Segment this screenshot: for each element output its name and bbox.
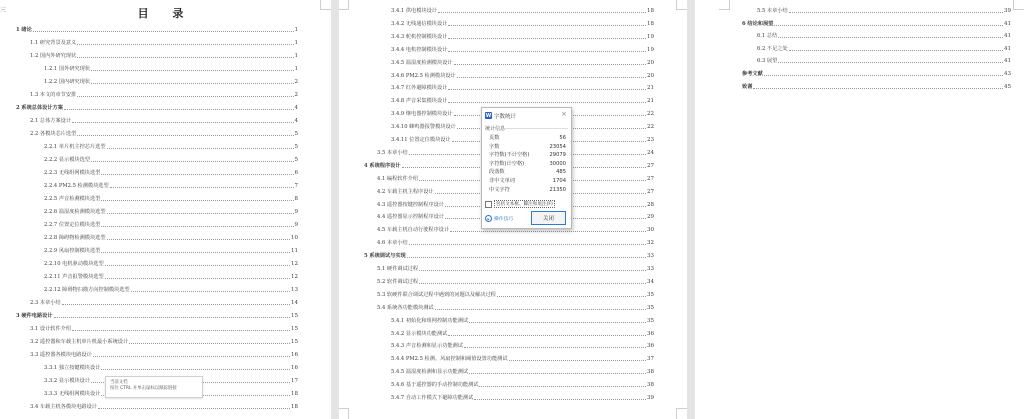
toc-entry-label: 3.5 本章小结 [377, 149, 408, 156]
dot-leader [72, 330, 290, 331]
toc-entry-label: 5.3 软硬件联合调试过程中遇到的问题以及解决过程 [377, 291, 496, 298]
toc-entry[interactable] [44, 177, 298, 190]
toc-entry[interactable] [44, 281, 298, 294]
dot-leader [77, 135, 293, 136]
toc-entry-page: 14 [291, 300, 298, 306]
toc-entry-page: 4 [294, 105, 298, 111]
toc-entry-page: 39 [1004, 8, 1011, 14]
toc-page-3 [695, 0, 1024, 419]
toc-entry-label: 5.4.3 声音检测和显示功能测试 [391, 343, 463, 350]
toc-entry[interactable] [391, 41, 654, 54]
side-marker: 三 [0, 7, 7, 14]
dialog-title: 字数统计 [494, 113, 517, 120]
toc-entry-page: 41 [1004, 20, 1011, 27]
dot-leader [469, 373, 646, 374]
dot-leader [774, 25, 1003, 26]
toc-entry-label: 1.1 研究背景及意义 [30, 40, 77, 46]
hyperlink-tooltip [105, 376, 203, 398]
dot-leader [72, 122, 293, 123]
toc-entry[interactable] [44, 255, 298, 268]
toc-entry-label: 3.4.3 舵机控制模块设计 [391, 33, 448, 40]
toc-entry-page: 23 [647, 137, 654, 143]
toc-entry[interactable] [377, 286, 654, 299]
stat-label: 页数 [489, 135, 500, 141]
toc-entry-label: 3 硬件电路设计 [16, 313, 53, 319]
toc-entry-page: 12 [291, 274, 298, 280]
section-divider [504, 128, 568, 129]
toc-entry-page: 13 [291, 287, 298, 293]
dot-leader [454, 64, 646, 65]
dot-leader [448, 51, 646, 52]
toc-entry-page: 27 [647, 162, 654, 169]
page-corner-mark [339, 408, 349, 419]
dot-leader [64, 109, 294, 110]
toc-entry-label: 1.3 本文的章节安排 [30, 92, 77, 98]
page-corner-mark [676, 0, 687, 10]
toc-entry-label: 1.2.2 国内研究现状 [44, 79, 90, 85]
toc-entry-label: 5.4.6 基于遥控器的手动控制功能测试 [391, 382, 479, 389]
toc-entry[interactable] [391, 337, 654, 350]
toc-entry-label: 3.4.7 红外避障模块设计 [391, 85, 448, 92]
toc-entry-label: 2.2 各模块芯片选型 [30, 131, 77, 137]
toc-entry-page: 2 [294, 79, 298, 85]
toc-entry-page: 41 [1004, 33, 1011, 40]
page-corner-mark [719, 0, 730, 10]
toc-entry-label: 4.1 编程软件介绍 [377, 175, 419, 182]
toc-entry[interactable] [757, 2, 1011, 15]
toc-entry-page: 19 [647, 46, 654, 53]
toc-entry-label: 2.2.6 温湿度检测模块选型 [44, 209, 106, 215]
toc-entry[interactable] [30, 346, 298, 359]
toc-entry[interactable] [44, 190, 298, 203]
toc-entry-label: 3.4.9 继电器控制模块设计 [391, 111, 453, 118]
dot-leader [457, 77, 646, 78]
toc-entry-label: 2.2.5 声音检测模块选型 [44, 196, 101, 202]
toc-entry-page: 1 [294, 40, 298, 46]
toc-entry[interactable] [30, 125, 298, 138]
dot-leader [764, 75, 1003, 76]
toc-entry-label: 参考文献 [742, 71, 763, 77]
toc-entry-page: 12 [291, 261, 298, 267]
toc-entry[interactable] [391, 28, 654, 41]
dot-leader [107, 213, 294, 214]
toc-entry-label: 3.1 设计软件介绍 [30, 326, 72, 332]
dialog-titlebar[interactable] [485, 111, 516, 120]
toc-entry-label: 1.2 国内外研究现状 [30, 53, 77, 59]
toc-entry-page: 39 [647, 395, 654, 401]
dot-leader [438, 12, 646, 13]
dot-leader [789, 50, 1003, 51]
toc-entry-label: 2.2.1 单片机主控芯片选型 [44, 144, 106, 150]
toc-entry[interactable] [391, 312, 654, 325]
dot-leader [407, 257, 646, 258]
dot-leader [77, 44, 293, 45]
dot-leader [464, 347, 646, 348]
toc-entry[interactable] [742, 78, 1011, 91]
toc-page-1 [0, 0, 331, 419]
toc-entry[interactable] [391, 67, 654, 80]
toc-entry-label: 4.2 车载主机主程序设计 [377, 188, 434, 195]
toc-entry-label: 3.4.10 蜂鸣器报警模块设计 [391, 124, 456, 131]
dot-leader [101, 200, 293, 201]
stat-label: 字数 [489, 143, 500, 150]
close-icon[interactable]: × [561, 110, 567, 118]
toc-entry-page: 15 [291, 313, 298, 319]
toc-entry-label: 6.1 总结 [757, 33, 778, 40]
toc-entry[interactable] [377, 260, 654, 273]
toc-entry-page: 16 [291, 365, 298, 371]
toc-entry[interactable] [44, 73, 298, 86]
toc-entry-label: 3.4.2 无线通信模块设计 [391, 20, 448, 27]
dot-leader [448, 25, 646, 26]
toc-entry-label: 5.4.2 显示模块功能测试 [391, 330, 448, 337]
dot-leader [448, 38, 646, 39]
dot-leader [450, 231, 646, 232]
toc-entry-page: 18 [647, 20, 654, 27]
stat-value: 485 [556, 169, 566, 176]
dot-leader [77, 96, 293, 97]
toc-entry-label: 5.4.5 温湿度检测和显示功能测试 [391, 369, 469, 376]
tooltip-line-1: 当前文档 [110, 380, 128, 385]
dot-leader [101, 369, 290, 370]
dot-leader [409, 244, 646, 245]
stat-label: 非中文单词 [489, 178, 515, 184]
toc-entry-label: 5.4.4 PM2.5 检测、风扇控制和阈值设置功能测试 [391, 356, 508, 363]
dot-leader [107, 239, 290, 240]
toc-entry[interactable] [391, 325, 654, 338]
toc-entry-page: 43 [1004, 71, 1011, 77]
toc-entry-label: 2.2.2 显示模块选型 [44, 157, 90, 163]
checkbox-label: 包括文本框、脚注和尾注(F) [496, 202, 553, 207]
toc-entry-label: 2.2.9 风扇控制模块选型 [44, 248, 101, 254]
toc-entry-page: 5 [294, 131, 298, 137]
toc-entry-label: 3.4.5 温湿度检测模块设计 [391, 59, 453, 66]
toc-entry[interactable] [757, 27, 1011, 40]
toc-entry-label: 3.4.6 PM2.5 检测模块设计 [391, 72, 456, 79]
toc-entry-page: 35 [647, 291, 654, 298]
stat-label: 段落数 [489, 169, 505, 176]
toc-entry-page: 9 [294, 209, 298, 215]
stat-value: 30000 [549, 160, 566, 167]
toc-entry[interactable] [391, 92, 654, 105]
toc-entry[interactable] [30, 86, 298, 99]
toc-entry-label: 4.4 遥控器显示控制程序设计 [377, 214, 444, 221]
dot-leader [448, 102, 646, 103]
dot-leader [789, 12, 1003, 13]
toc-entry-label: 2 系统总体设计方案 [16, 105, 63, 111]
toc-entry[interactable] [377, 273, 654, 286]
toc-entry[interactable] [391, 79, 654, 92]
tips-link[interactable] [485, 215, 513, 222]
stat-value: 23054 [549, 143, 566, 150]
toc-entry-label: 4.3 遥控器按键控制程序设计 [377, 201, 444, 208]
toc-entry[interactable] [44, 229, 298, 242]
dot-leader [753, 88, 1003, 89]
stat-row [489, 187, 566, 194]
toc-entry[interactable] [391, 2, 654, 15]
dot-leader [479, 386, 646, 387]
toc-entry-label: 5.2 软件调试过程 [377, 278, 419, 285]
toc-entry-label: 3.4 车载主机各模块电路设计 [30, 404, 97, 410]
dot-leader [77, 57, 293, 58]
dot-leader [62, 304, 290, 305]
toc-entry-label: 5.4 系统各功能模块测试 [377, 304, 434, 311]
toc-entry-page: 19 [647, 33, 654, 40]
toc-entry[interactable] [391, 376, 654, 389]
toc-entry-label: 5.4.1 初始化和组网控制功能测试 [391, 317, 469, 324]
dot-leader [101, 252, 290, 253]
toc-entry[interactable] [30, 333, 298, 346]
toc-entry[interactable] [30, 47, 298, 60]
toc-entry-page: 35 [647, 304, 654, 311]
toc-entry-label: 3.4.8 声音采集模块设计 [391, 98, 448, 105]
toc-entry[interactable] [44, 203, 298, 216]
toc-entry-page: 22 [647, 111, 654, 118]
toc-entry-page: 33 [647, 266, 654, 272]
word-count-dialog [481, 107, 572, 229]
dot-leader [33, 31, 294, 32]
toc-entry-page: 27 [647, 175, 654, 182]
toc-entry-label: 2.3 本章小结 [30, 300, 61, 306]
toc-entry-page: 45 [1004, 83, 1011, 90]
toc-entry-label: 3.2 遥控器和车载主机单片机最小系统设计 [30, 339, 129, 345]
toc-entry-page: 38 [647, 369, 654, 376]
toc-entry[interactable] [44, 60, 298, 73]
stat-value: 29079 [549, 152, 566, 159]
toc-entry-label: 3.3.2 显示模块设计 [44, 378, 90, 384]
toc-entry-label: 1.2.1 国外研究现状 [44, 66, 90, 72]
toc-entry-label: 2.2.10 电机驱动模块选型 [44, 261, 104, 267]
toc-entry-page: 9 [294, 222, 298, 228]
toc-entry[interactable] [377, 299, 654, 312]
stat-value: 56 [559, 135, 566, 141]
stat-label: 字符数(不计空格) [489, 152, 530, 159]
stat-row [489, 144, 566, 151]
toc-entry-page: 41 [1004, 45, 1011, 52]
toc-entry-page: 28 [647, 201, 654, 208]
toc-entry-label: 4.6 本章小结 [377, 240, 408, 247]
toc-entry[interactable] [391, 15, 654, 28]
dot-leader [91, 161, 294, 162]
toc-entry-page: 17 [291, 378, 298, 384]
toc-entry[interactable] [757, 40, 1011, 53]
dot-leader [509, 360, 646, 361]
toc-entry-page: 21 [647, 85, 654, 92]
dot-leader [419, 270, 646, 271]
toc-entry-label: 5.4.7 自动工作模式下避障功能测试 [391, 395, 474, 401]
toc-entry-label: 5.5 本章小结 [757, 8, 788, 14]
toc-entry-label: 5 系统调试与实现 [364, 253, 406, 260]
toc-entry-page: 15 [291, 339, 298, 345]
toc-entry-label: 3.3.1 独立按键模块设计 [44, 365, 101, 371]
toc-entry-page: 27 [647, 188, 654, 195]
toc-entry-page: 20 [647, 59, 654, 66]
dot-leader [448, 89, 646, 90]
toc-entry-label: 4.5 车载主机自动行驶程序设计 [377, 227, 450, 234]
toc-entry[interactable] [16, 307, 298, 320]
dot-leader [448, 335, 646, 336]
toc-entry-label: 5.1 硬件调试过程 [377, 266, 419, 272]
toc-entry[interactable] [30, 34, 298, 47]
play-circle-icon: ▶ [485, 215, 492, 222]
toc-entry[interactable] [391, 389, 654, 402]
stat-value: 1704 [552, 178, 566, 184]
toc-entry[interactable] [16, 99, 298, 112]
dot-leader [54, 317, 290, 318]
toc-entry-page: 38 [647, 382, 654, 389]
toc-entry-page: 41 [1004, 58, 1011, 65]
toc-entry-page: 11 [291, 248, 298, 254]
toc-entry-page: 5 [294, 157, 298, 163]
stat-row [489, 169, 566, 176]
toc-entry-page: 32 [647, 240, 654, 247]
toc-entry-page: 35 [647, 317, 654, 324]
toc-entry[interactable] [30, 320, 298, 333]
dot-leader [107, 148, 294, 149]
toc-entry[interactable] [742, 65, 1011, 78]
toc-entry-page: 5 [294, 144, 298, 150]
tooltip-line-2: 按住 CTRL 并单击鼠标以跟踪链接 [110, 386, 177, 391]
toc-entry-label: 致谢 [742, 83, 753, 90]
toc-entry[interactable] [391, 363, 654, 376]
toc-entry-page: 20 [647, 72, 654, 79]
dot-leader [91, 83, 294, 84]
dot-leader [129, 343, 290, 344]
toc-entry-page: 29 [647, 214, 654, 221]
toc-entry-page: 1 [294, 53, 298, 59]
toc-entry[interactable] [44, 216, 298, 229]
toc-entry[interactable] [44, 268, 298, 281]
toc-entry-label: 3.4.4 电机控制模块设计 [391, 46, 448, 53]
stat-label: 中文字符 [489, 186, 510, 193]
toc-entry-page: 1 [294, 27, 298, 33]
page-corner-mark [339, 0, 349, 10]
stat-row [489, 135, 566, 142]
toc-entry-label: 6.3 展望 [757, 58, 778, 65]
toc-entry-page: 4 [294, 118, 298, 124]
toc-entry-page: 10 [291, 235, 298, 241]
toc-entry-label: 3.4.11 位置定位模块设计 [391, 137, 451, 143]
stat-value: 21350 [549, 186, 566, 193]
toc-entry[interactable] [742, 15, 1011, 28]
toc-entry-label: 2.2.12 障碍物扫描方向控制模块选型 [44, 287, 130, 293]
stat-label: 字符数(计空格) [489, 160, 525, 167]
toc-entry-page: 33 [647, 253, 654, 260]
toc-entry[interactable] [30, 294, 298, 307]
toc-entry-page: 34 [647, 278, 654, 285]
toc-entry[interactable] [44, 359, 298, 372]
toc-entry[interactable] [391, 54, 654, 67]
toc-entry-page: 2 [294, 92, 298, 98]
toc-entry-page: 30 [647, 227, 654, 234]
include-textbox-checkbox[interactable] [485, 200, 568, 208]
toc-entry[interactable] [391, 350, 654, 363]
toc-entry-label: 2.2.4 PM2.5 检测模块选型 [44, 183, 109, 189]
toc-entry-label: 2.2.3 无线组网模块选型 [44, 170, 101, 176]
toc-entry-page: 36 [647, 330, 654, 337]
toc-entry-page: 37 [647, 356, 654, 363]
toc-entry-page: 22 [647, 124, 654, 131]
dot-leader [419, 283, 646, 284]
close-button[interactable]: 关闭 [531, 211, 566, 225]
toc-entry-label: 4 系统程序设计 [364, 162, 401, 169]
toc-entry-page: 21 [647, 98, 654, 105]
toc-entry-page: 18 [291, 391, 298, 397]
toc-entry-page: 1 [294, 66, 298, 72]
toc-entry[interactable] [16, 21, 298, 34]
dot-leader [105, 265, 290, 266]
toc-entry-page: 8 [294, 196, 298, 202]
page-corner-mark [1013, 0, 1024, 10]
stat-row [489, 152, 566, 159]
dot-leader [93, 356, 290, 357]
toc-entry[interactable] [30, 398, 298, 411]
toc-entry-label: 2.2.7 位置定位模块选型 [44, 222, 101, 228]
toc-entry-label: 1 绪论 [16, 27, 32, 33]
toc-entry-page: 18 [291, 404, 298, 410]
toc-entry-label: 3.4.1 供电模块设计 [391, 8, 437, 14]
dot-leader [778, 62, 1003, 63]
toc-entry-page: 36 [647, 343, 654, 350]
toc-entry[interactable] [364, 247, 654, 260]
toc-entry-label: 2.2.8 障碍物检测模块选型 [44, 235, 106, 241]
toc-entry-label: 2.2.11 声音报警模块选型 [44, 274, 104, 280]
dot-leader [101, 226, 293, 227]
toc-entry-label: 6.2 不足之处 [757, 45, 788, 52]
toc-entry[interactable] [44, 242, 298, 255]
dot-leader [101, 174, 293, 175]
dot-leader [497, 296, 646, 297]
toc-entry[interactable] [757, 52, 1011, 65]
toc-entry-label: 6 结论和展望 [742, 20, 774, 27]
toc-entry-page: 18 [647, 8, 654, 14]
checkbox-box[interactable] [485, 201, 492, 208]
dot-leader [469, 322, 646, 323]
dot-leader [98, 408, 290, 409]
dot-leader [105, 278, 290, 279]
toc-entry-label: 3.3 遥控器各模块电路设计 [30, 352, 92, 358]
toc-entry[interactable] [44, 164, 298, 177]
dot-leader [435, 309, 646, 310]
dot-leader [110, 187, 294, 188]
toc-entry-label: 3.3.3 无线组网模块设计 [44, 391, 101, 397]
toc-entry-page: 15 [291, 326, 298, 332]
toc-entry-page: 24 [647, 149, 654, 156]
tips-link-label: 操作技巧 [494, 217, 514, 222]
stat-row [489, 178, 566, 185]
toc-entry-page: 6 [294, 170, 298, 176]
toc-entry[interactable] [30, 112, 298, 125]
toc-entry-page: 16 [291, 352, 298, 358]
toc-entry[interactable] [44, 151, 298, 164]
dot-leader [91, 70, 294, 71]
dot-leader [474, 399, 646, 400]
toc-entry-label: 2.1 总体方案设计 [30, 118, 72, 124]
toc-entry[interactable] [377, 234, 654, 247]
toc-entry[interactable] [44, 138, 298, 151]
page-corner-mark [676, 408, 687, 419]
toc-title: 目 录 [137, 7, 194, 20]
toc-entry-page: 7 [294, 183, 298, 189]
dot-leader [778, 37, 1003, 38]
stats-section-label: 统计信息 [485, 126, 506, 132]
stat-row [489, 161, 566, 168]
word-app-icon: W [485, 112, 492, 119]
dot-leader [131, 291, 290, 292]
